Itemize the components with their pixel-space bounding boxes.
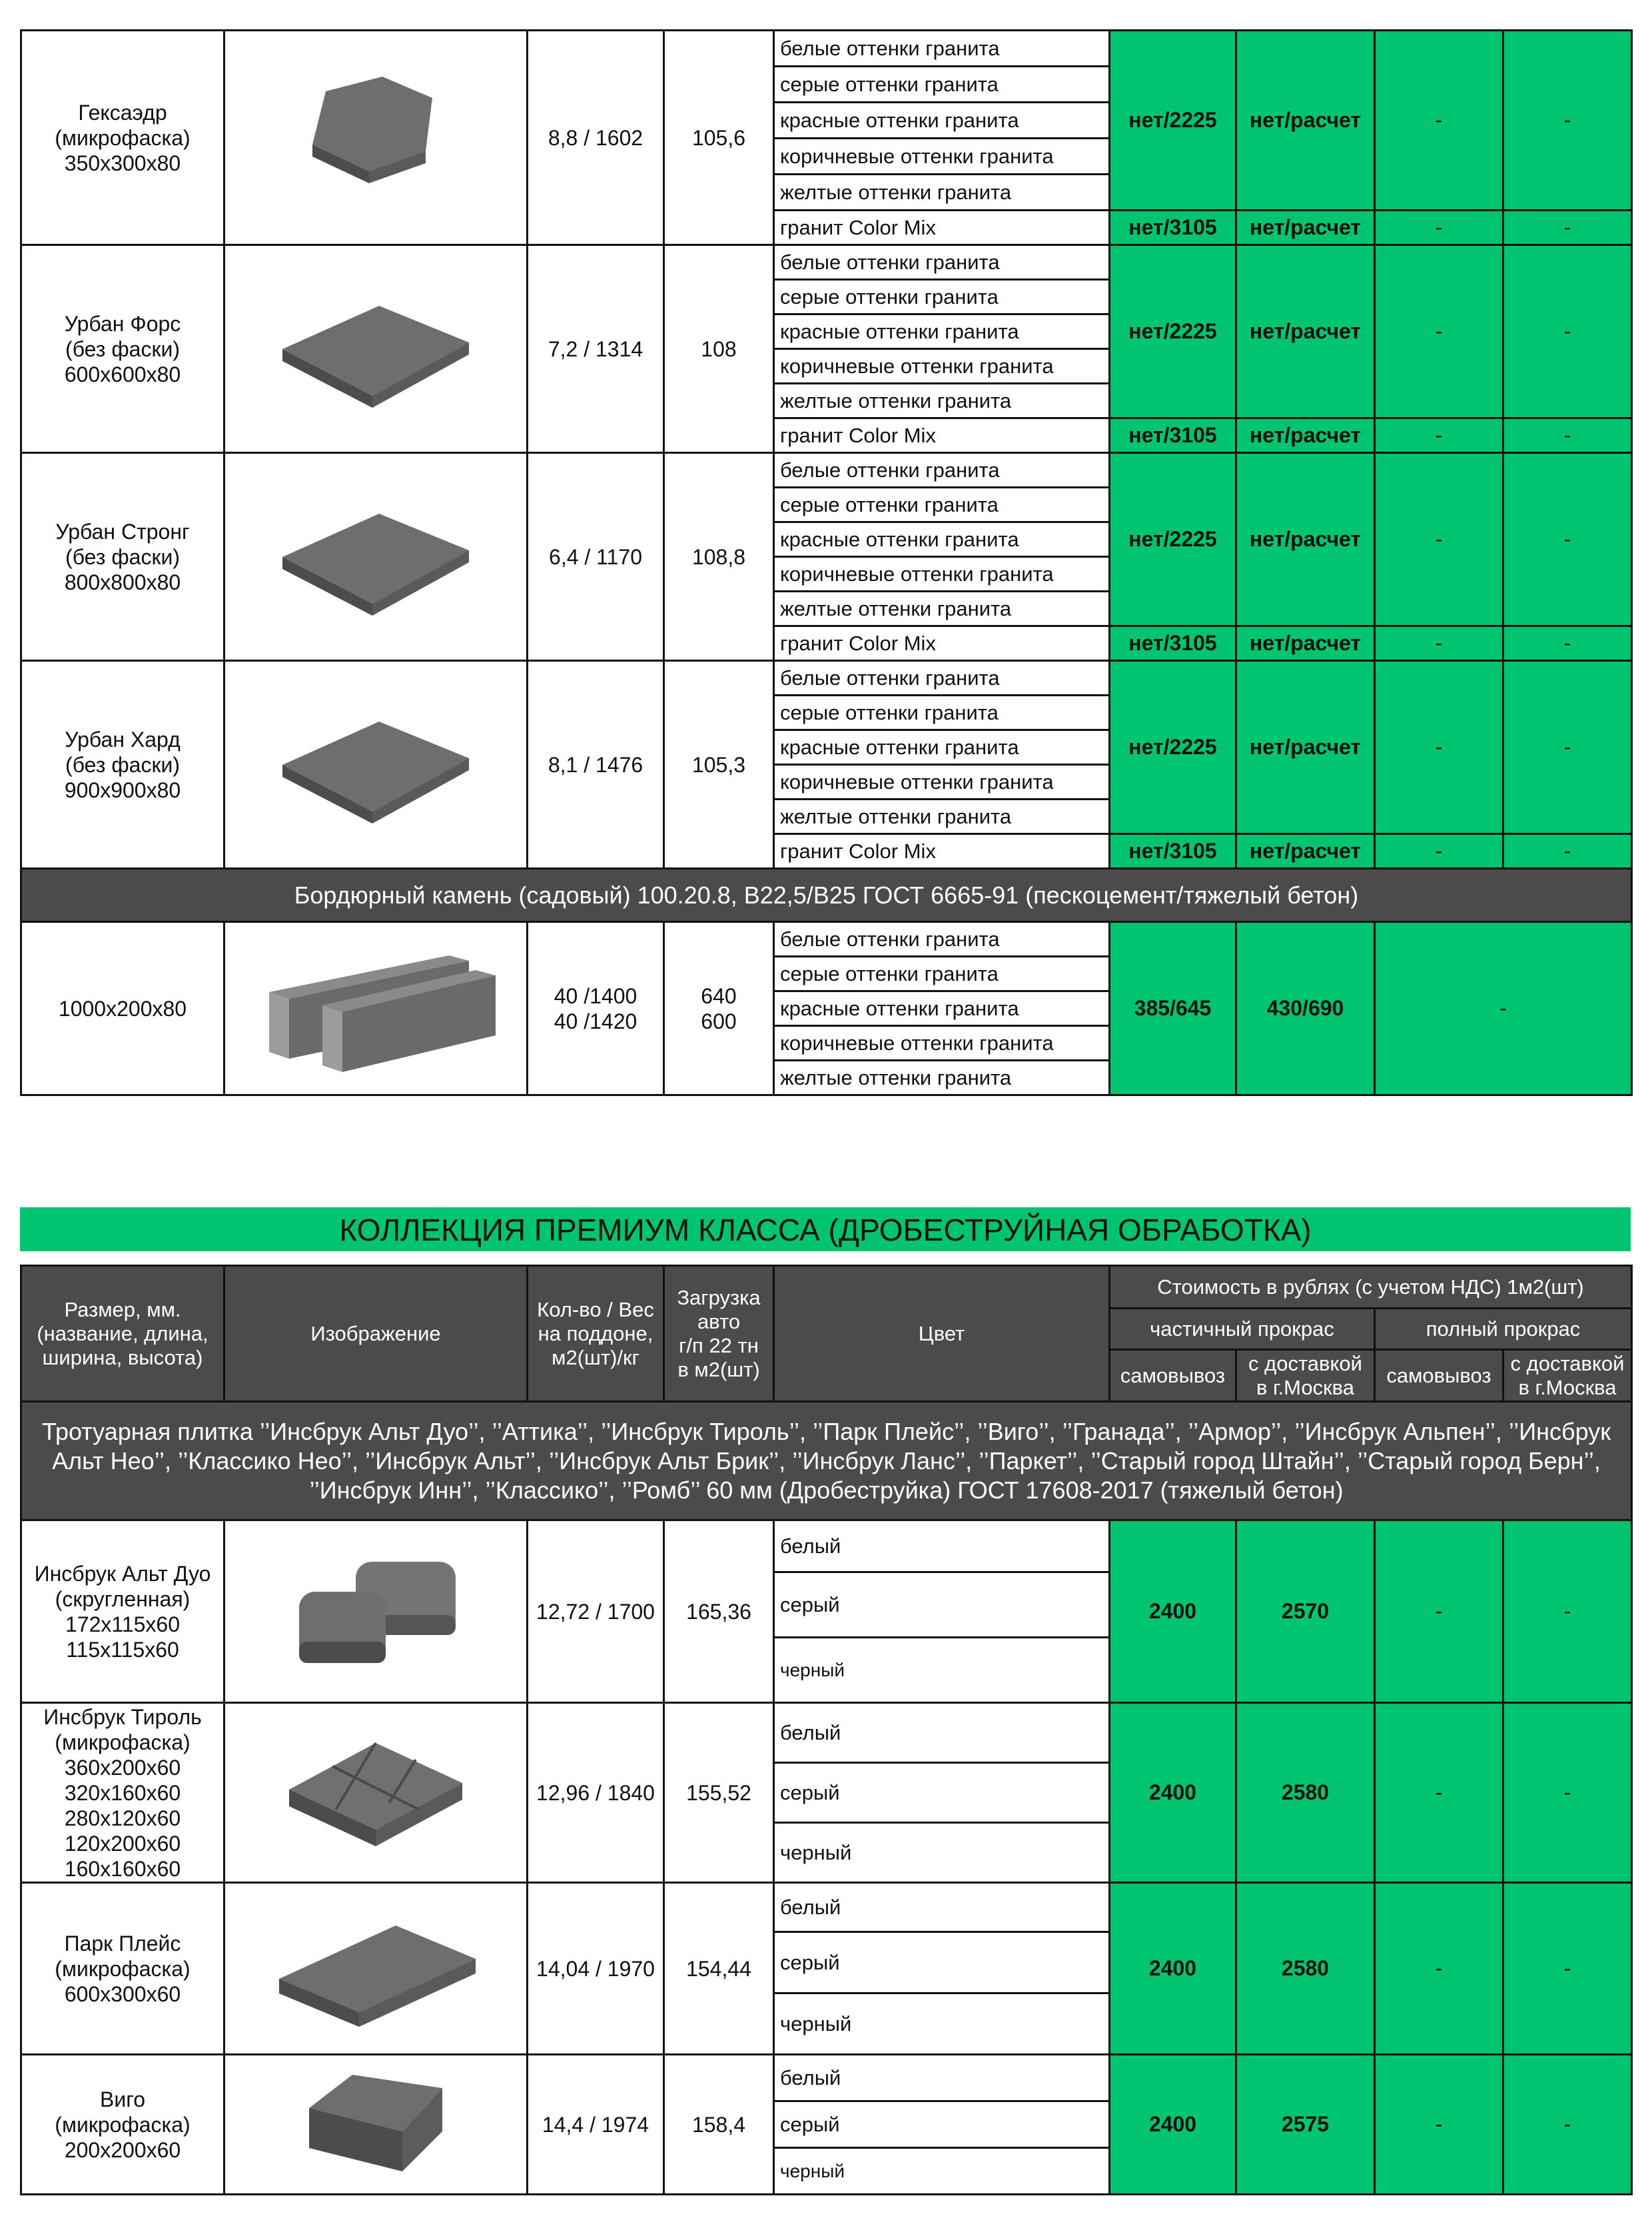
product-image [224, 1520, 528, 1703]
price-full-pickup: - [1375, 1520, 1503, 1703]
color-option: желтые оттенки гранита [774, 592, 1110, 626]
color-option: желтые оттенки гранита [774, 175, 1110, 211]
col-header-size: Размер, мм. (название, длина, ширина, высота) [21, 1266, 224, 1402]
multi-format-paver-icon [276, 1716, 476, 1870]
col-header-load: Загрузка авто г/п 22 тн в м2(шт) [664, 1266, 774, 1402]
price-full-pickup: - [1375, 661, 1503, 834]
rounded-paver-icon [276, 1542, 476, 1682]
color-option: черный [774, 1638, 1110, 1703]
price-mix-full-delivery: - [1503, 834, 1632, 869]
product-name: Инсбрук Тироль (микрофаска) 360x200x60 320x160x60 280x120x60 120x200x60 160x160x60 [21, 1703, 224, 1883]
price-delivery: 2580 [1236, 1703, 1375, 1883]
price-full-pickup: - [1375, 1703, 1503, 1883]
price-mix-pickup: нет/3105 [1110, 418, 1236, 453]
product-name: Урбан Стронг (без фаски) 800x800x80 [21, 453, 224, 661]
price-full-delivery: - [1503, 1703, 1632, 1883]
col-header-image: Изображение [224, 1266, 528, 1402]
price-delivery: 2570 [1236, 1520, 1375, 1703]
truck-load: 165,36 [664, 1520, 774, 1703]
color-option: коричневые оттенки гранита [774, 1026, 1110, 1061]
color-option: белые оттенки гранита [774, 245, 1110, 280]
truck-load: 105,6 [664, 31, 774, 245]
price-table-premium [20, 1265, 1633, 2195]
price-mix-delivery: нет/расчет [1236, 834, 1375, 869]
color-option: серые оттенки гранита [774, 696, 1110, 730]
pallet-qty: 12,96 / 1840 [528, 1703, 664, 1883]
price-table-top [20, 29, 1633, 1096]
price-full-delivery: - [1503, 245, 1632, 418]
price-mix-full-pickup: - [1375, 418, 1503, 453]
price-pickup: нет/2225 [1110, 245, 1236, 418]
table-row [21, 1703, 1632, 1763]
square-slab-icon [269, 695, 482, 835]
price-mix-delivery: нет/расчет [1236, 211, 1375, 245]
price-full-pickup: - [1375, 453, 1503, 626]
color-option: серый [774, 2101, 1110, 2148]
color-option: красные оттенки гранита [774, 991, 1110, 1026]
square-slab-icon [269, 487, 482, 627]
table-row [21, 1520, 1632, 1572]
col-header-pickup: самовывоз [1110, 1350, 1236, 1402]
product-image [224, 922, 528, 1095]
truck-load: 158,4 [664, 2055, 774, 2195]
color-option: белый [774, 1703, 1110, 1763]
color-option-mix: гранит Color Mix [774, 418, 1110, 453]
table-row [21, 2055, 1632, 2101]
price-full-delivery: - [1503, 1883, 1632, 2055]
col-header-delivery: с доставкой в г.Москва [1236, 1350, 1375, 1402]
hexagon-tile-icon [289, 71, 462, 205]
section-title-curb: Бордюрный камень (садовый) 100.20.8, В22,5/В25 ГОСТ 6665-91 (пескоцемент/тяжелый бетон) [21, 869, 1632, 922]
product-image [224, 245, 528, 453]
price-mix-pickup: нет/3105 [1110, 626, 1236, 661]
color-option: белые оттенки гранита [774, 922, 1110, 957]
price-delivery: 2575 [1236, 2055, 1375, 2195]
price-delivery: нет/расчет [1236, 245, 1375, 418]
col-header-color: Цвет [774, 1266, 1110, 1402]
price-mix-full-delivery: - [1503, 418, 1632, 453]
price-delivery: нет/расчет [1236, 31, 1375, 211]
truck-load: 105,3 [664, 661, 774, 869]
product-rows-top [21, 31, 1632, 1095]
color-option: серый [774, 1572, 1110, 1638]
square-paver-icon [289, 2058, 462, 2191]
col-header-full: полный прокрас [1375, 1309, 1632, 1350]
price-full-pickup: - [1375, 2055, 1503, 2195]
price-mix-full-delivery: - [1503, 626, 1632, 661]
color-option: желтые оттенки гранита [774, 384, 1110, 418]
price-mix-pickup: нет/3105 [1110, 834, 1236, 869]
pallet-qty: 14,4 / 1974 [528, 2055, 664, 2195]
price-delivery: 430/690 [1236, 922, 1375, 1095]
color-option: белый [774, 1520, 1110, 1572]
price-mix-full-pickup: - [1375, 834, 1503, 869]
price-mix-full-pickup: - [1375, 626, 1503, 661]
table-row [21, 245, 1632, 280]
product-image [224, 2055, 528, 2195]
col-header-cost: Стоимость в рублях (с учетом НДС) 1м2(шт) [1110, 1266, 1632, 1309]
price-full-pickup: - [1375, 31, 1503, 211]
product-name: Урбан Форс (без фаски) 600x600x80 [21, 245, 224, 453]
color-option: белый [774, 1883, 1110, 1932]
color-option: серые оттенки гранита [774, 280, 1110, 314]
color-option: коричневые оттенки гранита [774, 349, 1110, 384]
product-image [224, 1883, 528, 2055]
premium-rows [21, 1266, 1632, 2195]
table-row [21, 453, 1632, 488]
rectangular-slab-icon [262, 1899, 489, 2039]
price-mix-delivery: нет/расчет [1236, 418, 1375, 453]
color-option-mix: гранит Color Mix [774, 626, 1110, 661]
pallet-qty: 6,4 / 1170 [528, 453, 664, 661]
price-mix-full-pickup: - [1375, 211, 1503, 245]
color-option: белые оттенки гранита [774, 661, 1110, 696]
pallet-qty: 12,72 / 1700 [528, 1520, 664, 1703]
color-option: белые оттенки гранита [774, 31, 1110, 67]
price-pickup: 2400 [1110, 1520, 1236, 1703]
truck-load: 640 600 [664, 922, 774, 1095]
product-image [224, 31, 528, 245]
color-option: черный [774, 2148, 1110, 2195]
color-option: серые оттенки гранита [774, 488, 1110, 522]
color-option: черный [774, 1993, 1110, 2055]
price-full-pickup: - [1375, 245, 1503, 418]
price-mix-full-delivery: - [1503, 211, 1632, 245]
price-full-delivery: - [1503, 453, 1632, 626]
table-row [21, 661, 1632, 696]
color-option: черный [774, 1823, 1110, 1883]
color-option: серый [774, 1932, 1110, 1993]
price-mix-delivery: нет/расчет [1236, 626, 1375, 661]
product-image [224, 453, 528, 661]
price-pickup: нет/2225 [1110, 661, 1236, 834]
price-pickup: нет/2225 [1110, 453, 1236, 626]
color-option: красные оттенки гранита [774, 103, 1110, 139]
product-name: Парк Плейс (микрофаска) 600x300x60 [21, 1883, 224, 2055]
color-option: красные оттенки гранита [774, 522, 1110, 557]
price-full-delivery: - [1503, 2055, 1632, 2195]
price-pickup: 2400 [1110, 1883, 1236, 2055]
square-slab-icon [269, 279, 482, 419]
color-option: серые оттенки гранита [774, 67, 1110, 103]
color-option: белые оттенки гранита [774, 453, 1110, 488]
color-option: желтые оттенки гранита [774, 1061, 1110, 1095]
pallet-qty: 14,04 / 1970 [528, 1883, 664, 2055]
table-header-row [21, 1266, 1632, 1309]
color-option-mix: гранит Color Mix [774, 834, 1110, 869]
color-option: белый [774, 2055, 1110, 2101]
color-option: серый [774, 1763, 1110, 1823]
pallet-qty: 8,1 / 1476 [528, 661, 664, 869]
price-full-pickup: - [1375, 1883, 1503, 2055]
col-header-pallet: Кол-во / Вес на поддоне, м2(шт)/кг [528, 1266, 664, 1402]
pallet-qty: 40 /1400 40 /1420 [528, 922, 664, 1095]
price-full: - [1375, 922, 1632, 1095]
product-name: Инсбрук Альт Дуо (скругленная) 172x115x60 115x115x60 [21, 1520, 224, 1703]
price-pickup: 2400 [1110, 1703, 1236, 1883]
table-row [21, 922, 1632, 957]
product-image [224, 1703, 528, 1883]
color-option: коричневые оттенки гранита [774, 557, 1110, 592]
curb-stone-icon [256, 942, 496, 1075]
pallet-qty: 7,2 / 1314 [528, 245, 664, 453]
table-row [21, 31, 1632, 67]
product-name: Урбан Хард (без фаски) 900x900x80 [21, 661, 224, 869]
color-option-mix: гранит Color Mix [774, 211, 1110, 245]
product-name: 1000x200x80 [21, 922, 224, 1095]
color-option: коричневые оттенки гранита [774, 765, 1110, 800]
color-option: серые оттенки гранита [774, 957, 1110, 991]
price-pickup: 385/645 [1110, 922, 1236, 1095]
truck-load: 108,8 [664, 453, 774, 661]
price-full-delivery: - [1503, 661, 1632, 834]
price-mix-pickup: нет/3105 [1110, 211, 1236, 245]
premium-collection-banner: КОЛЛЕКЦИЯ ПРЕМИУМ КЛАССА (ДРОБЕСТРУЙНАЯ ОБРАБОТКА) [20, 1207, 1631, 1251]
col-header-partial: частичный прокрас [1110, 1309, 1375, 1350]
price-full-delivery: - [1503, 1520, 1632, 1703]
price-full-delivery: - [1503, 31, 1632, 211]
color-option: красные оттенки гранита [774, 730, 1110, 765]
product-name: Виго (микрофаска) 200x200x60 [21, 2055, 224, 2195]
price-pickup: 2400 [1110, 2055, 1236, 2195]
col-header-delivery-full: с доставкой в г.Москва [1503, 1350, 1632, 1402]
color-option: желтые оттенки гранита [774, 800, 1110, 834]
table-row [21, 1883, 1632, 1932]
price-pickup: нет/2225 [1110, 31, 1236, 211]
price-delivery: нет/расчет [1236, 661, 1375, 834]
color-option: коричневые оттенки гранита [774, 139, 1110, 175]
price-delivery: 2580 [1236, 1883, 1375, 2055]
color-option: красные оттенки гранита [774, 314, 1110, 349]
price-delivery: нет/расчет [1236, 453, 1375, 626]
pallet-qty: 8,8 / 1602 [528, 31, 664, 245]
product-image [224, 661, 528, 869]
truck-load: 108 [664, 245, 774, 453]
truck-load: 154,44 [664, 1883, 774, 2055]
truck-load: 155,52 [664, 1703, 774, 1883]
product-name: Гексаэдр (микрофаска) 350x300x80 [21, 31, 224, 245]
col-header-pickup-full: самовывоз [1375, 1350, 1503, 1402]
section-title-paving: Тротуарная плитка ’’Инсбрук Альт Дуо’’, ’’Аттика’’, ’’Инсбрук Тироль’’, ’’Парк Плейс’’, ’’Виго’’, ’’Гранада’’, ’’Армор’’, ’’Инсбрук Альпен’’, ’’Инсбрук Альт Нео’’, ’’Классико Нео’’, ’’Инсбрук Альт’’, ’’Инсбрук Альт Брик’’, ’’Инсбрук Ланс’’, ’’Паркет’’, ’’Старый город Штайн’’, ’’Старый город Берн’’, ’’Инсбрук Инн’’, ’’Классико’’, ’’Ромб’’ 60 мм (Дробеструйка) ГОСТ 17608-2017 (тяжелый бетон) [21, 1402, 1632, 1520]
